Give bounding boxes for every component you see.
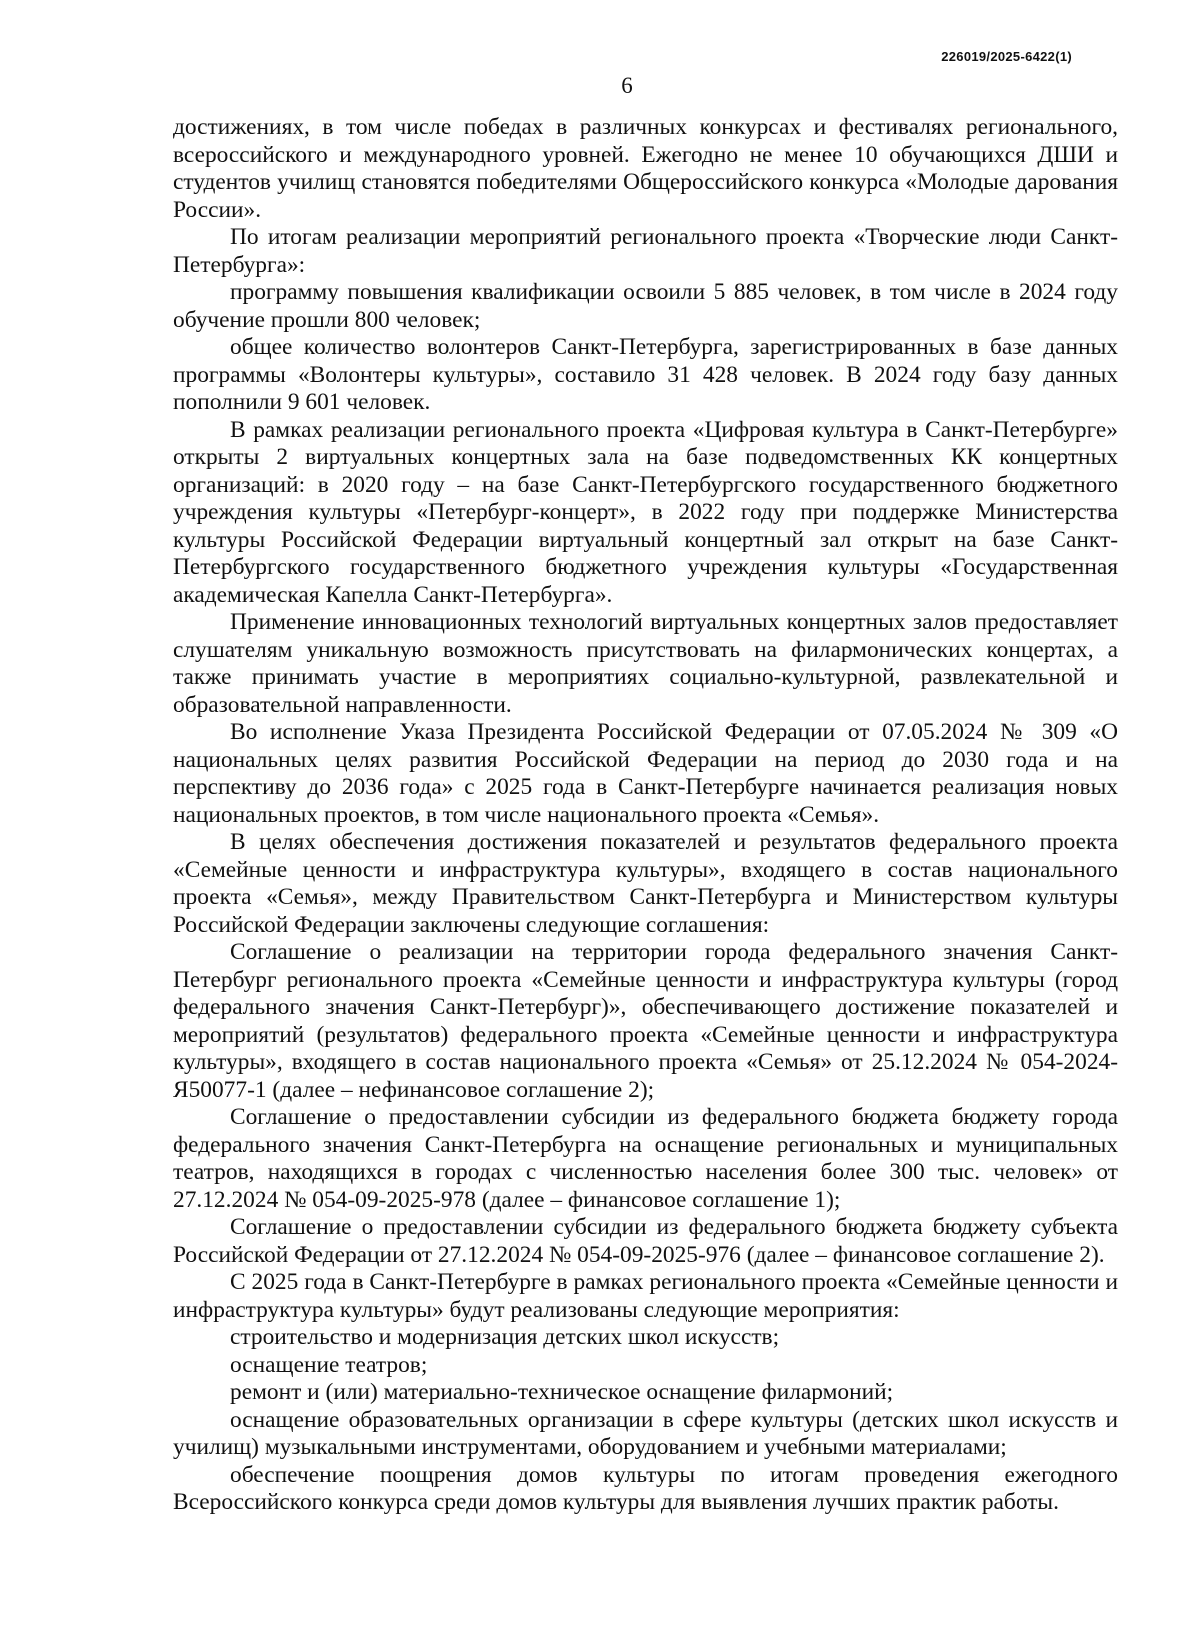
paragraph-creative-people-results: По итогам реализации мероприятий регионального проекта «Творческие люди Санкт-Петербурга»:	[173, 224, 1118, 278]
paragraph-virtual-halls: Применение инновационных технологий виртуальных концертных залов предоставляет слушателям уникальную возможность присутствовать на филармонических концертах, а также принимать участие в мероприятиях социально-культурной, развлекательной и образовательной направленности.	[173, 609, 1118, 718]
paragraph-measures-intro: С 2025 года в Санкт-Петербурге в рамках регионального проекта «Семейные ценности и инфраструктура культуры» будут реализованы следующие мероприятия:	[173, 1269, 1118, 1323]
document-registration-number: 226019/2025-6422(1)	[941, 49, 1072, 64]
paragraph-agreement-nonfinancial: Соглашение о реализации на территории города федерального значения Санкт-Петербург регионального проекта «Семейные ценности и инфраструктура культуры (город федерального значения Санкт-Петербург)», обеспечивающего достижение показателей и мероприятий (результатов) федерального проекта «Семейные ценности и инфраструктура культуры», входящего в состав национального проекта «Семья» от 25.12.2024 № 054-2024-Я50077-1 (далее – нефинансовое соглашение 2);	[173, 939, 1118, 1103]
list-item-theatres: оснащение театров;	[230, 1351, 428, 1378]
list-item-art-schools: строительство и модернизация детских школ искусств;	[230, 1324, 780, 1350]
document-body	[173, 114, 1118, 1517]
paragraph-agreement-financial-2: Соглашение о предоставлении субсидии из федерального бюджета бюджету субъекта Российской Федерации от 27.12.2024 № 054-09-2025-976 (далее – финансовое соглашение 2).	[173, 1214, 1118, 1268]
paragraph-digital-culture: В рамках реализации регионального проекта «Цифровая культура в Санкт-Петербурге» открыты 2 виртуальных концертных зала на базе подведомственных КК концертных организаций: в 2020 году – на базе Санкт-Петербургского государственного бюджетного учреждения культуры «Петербург-концерт», в 2022 году при поддержке Министерства культуры Российской Федерации виртуальный концертный зал открыт на базе Санкт-Петербургского государственного бюджетного учреждения культуры «Государственная академическая Капелла Санкт-Петербурга».	[173, 416, 1118, 608]
page-number: 6	[621, 73, 633, 98]
paragraph-agreements-intro: В целях обеспечения достижения показателей и результатов федерального проекта «Семейные ценности и инфраструктура культуры», входящего в состав национального проекта «Семья», между Правительством Санкт-Петербурга и Министерством культуры Российской Федерации заключены следующие соглашения:	[173, 829, 1118, 938]
list-item-philharmonics: ремонт и (или) материально-техническое оснащение филармоний;	[230, 1379, 894, 1405]
list-item-culture-houses: обеспечение поощрения домов культуры по итогам проведения ежегодного Всероссийского конкурса среди домов культуры для выявления лучших практик работы.	[173, 1461, 1118, 1515]
paragraph-volunteers: общее количество волонтеров Санкт-Петербурга, зарегистрированных в базе данных программы «Волонтеры культуры», составило 31 428 человек. В 2024 году базу данных пополнили 9 601 человек.	[173, 334, 1118, 415]
list-item-educational-equipment: оснащение образовательных организации в сфере культуры (детских школ искусств и училищ) музыкальными инструментами, оборудованием и учебными материалами;	[173, 1406, 1118, 1460]
paragraph-presidential-decree: Во исполнение Указа Президента Российской Федерации от 07.05.2024 № 309 «О национальных целях развития Российской Федерации на период до 2030 года и на перспективу до 2036 года» с 2025 года в Санкт-Петербурге начинается реализация новых национальных проектов, в том числе национального проекта «Семья».	[173, 719, 1118, 828]
paragraph-continuation: достижениях, в том числе победах в различных конкурсах и фестивалях регионального, всероссийского и международного уровней. Ежегодно не менее 10 обучающихся ДШИ и студентов училищ становятся победителями Общероссийского конкурса «Молодые дарования России».	[173, 114, 1118, 223]
paragraph-agreement-financial-1: Соглашение о предоставлении субсидии из федерального бюджета бюджету города федерального значения Санкт-Петербурга на оснащение региональных и муниципальных театров, находящихся в городах с численностью населения более 300 тыс. человек» от 27.12.2024 № 054-09-2025-978 (далее – финансовое соглашение 1);	[173, 1104, 1118, 1213]
paragraph-qualification-program: программу повышения квалификации освоили 5 885 человек, в том числе в 2024 году обучение прошли 800 человек;	[173, 279, 1118, 333]
